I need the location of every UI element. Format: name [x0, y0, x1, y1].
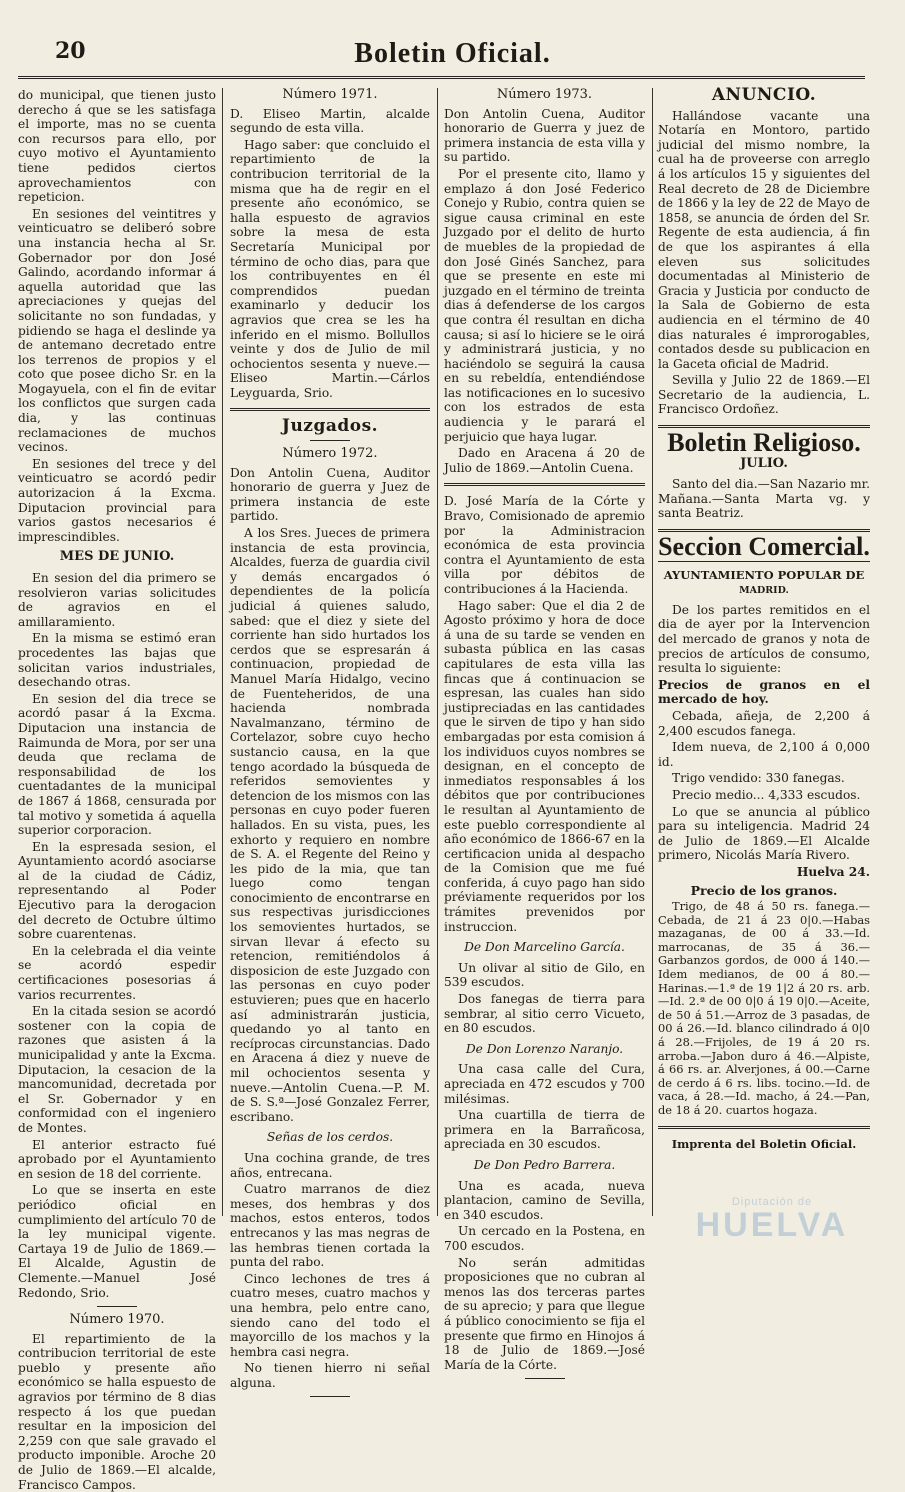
paragraph: Lo que se anuncia al público para su inteligencia. Madrid 24 de Julio de 1869.—El Alcalde primero, Nicolás María Rivero.	[658, 804, 870, 863]
watermark-main: HUELVA	[695, 1206, 849, 1244]
separator	[525, 1378, 565, 1379]
imprint: Imprenta del Boletin Oficial.	[671, 1136, 857, 1151]
month-heading: MES DE JUNIO.	[59, 549, 175, 565]
paragraph: En la espresada sesion, el Ayuntamiento acordó asociarse al de la ciudad de Cádiz, representando al Poder Ejecutivo para la derogacion del decreto de Octubre último sobre cuarentenas.	[18, 839, 216, 942]
paragraph: Cebada, añeja, de 2,200 á 2,400 escudos fanega.	[658, 708, 870, 738]
paragraph: Una es acada, nueva plantacion, camino de Sevilla, en 340 escudos.	[444, 1178, 645, 1222]
paragraph: No tienen hierro ni señal alguna.	[230, 1361, 430, 1390]
column-divider	[652, 88, 653, 1216]
anuncio-heading: ANUNCIO.	[711, 85, 817, 105]
paragraph: Don Antolin Cuena, Auditor honorario de Guerra y juez de primera instancia de esta villa y su partido.	[444, 106, 645, 165]
header-rule	[18, 76, 865, 79]
notice-number: Número 1970.	[69, 1312, 165, 1328]
paragraph: Don Antolin Cuena, Auditor honorario de guerra y Juez de primera instancia de este partido.	[230, 465, 430, 524]
separator	[310, 1396, 350, 1397]
subheading: Huelva 24.	[796, 864, 870, 879]
paragraph: Un olivar al sitio de Gilo, en 539 escudos.	[444, 960, 645, 990]
paragraph: El anterior estracto fué aprobado por el Ayuntamiento en sesion de 18 del corriente.	[18, 1137, 216, 1181]
column-4	[658, 85, 870, 1218]
paragraph: Un cercado en la Postena, en 700 escudos.	[444, 1224, 645, 1253]
paragraph: El repartimiento de la contribucion territorial de este pueblo y presente año económico se halla espuesto de agravios por término de 8 dias respecto á los que puedan resultar en la imposicion del 2,259 con que sale gravado el producto imponible. Aroche 20 de Julio de 1869.—El alcalde, Francisco Campos.	[18, 1331, 216, 1492]
paragraph: Lo que se inserta en este periódico oficial en cumplimiento del artículo 70 de la ley municipal vigente. Cartaya 19 de Julio de 1869.—El Alcalde, Agustin de Clemente.—Manuel José Redondo, Srio.	[18, 1183, 216, 1300]
paragraph: Dos fanegas de tierra para sembrar, al sitio cerro Vicueto, en 80 escudos.	[444, 992, 645, 1036]
column-divider	[222, 88, 223, 1216]
paragraph: Trigo vendido: 330 fanegas.	[672, 771, 845, 786]
paragraph: D. José María de la Córte y Bravo, Comisionado de apremio por la Administracion económica de esta provincia contra el Ayuntamiento de esta villa por débitos de contribuciones á la Hacienda.	[444, 494, 645, 596]
section-rule	[658, 1126, 870, 1129]
archive-watermark	[672, 1196, 872, 1242]
separator	[97, 1306, 137, 1307]
paragraph: Precio medio... 4,333 escudos.	[672, 787, 861, 802]
paragraph: Cinco lechones de tres á cuatro meses, cuatro machos y una hembra, pelo entre cano, siendo cano del todo el mayorcillo de los machos y la hembra casi negra.	[230, 1271, 430, 1359]
subheading: AYUNTAMIENTO POPULAR DE	[663, 567, 865, 582]
paragraph: Una cuartilla de tierra de primera en la Barrañcosa, apreciada en 30 escudos.	[444, 1108, 645, 1152]
column-divider	[437, 88, 438, 1216]
paragraph: Hago saber: que concluido el repartimiento de la contribucion territorial de la misma que ha de regir en el presente año económico, se halla espuesto de agravios sobre la mesa de esta Secretaría Municipal por término de ocho dias, para que los contribuyentes en él comprendidos puedan examinarlo y deducir los agravios que crea se les ha inferido en el mismo. Bollullos veinte y dos de Julio de mil ochocientos sesenta y nueve.—Eliseo Martin.—Cárlos Leyguarda, Srio.	[230, 137, 430, 400]
paragraph: Santo del dia.—San Nazario mr. Mañana.—Santa Marta vg. y santa Beatriz.	[658, 477, 870, 521]
paragraph: A los Sres. Jueces de primera instancia de esta provincia, Alcaldes, fuerza de guardia civil y demás encargados ó dependientes de la policía judicial á quienes saludo, sabed: que el diez y siete del corriente han sido hurtados los cerdos que se espresarán á continuacion, propiedad de Manuel María Hidalgo, vecino de Fuenteheridos, de una hacienda nombrada Navalmanzano, término de Cortelazor, sobre cuyo hecho sustancio causa, en la que tengo acordado la búsqueda de referidos semovientes y detencion de los mismos con las personas en cuyo poder fueren hallados. En su vista, pues, les exhorto y requiero en nombre de S. A. el Regente del Reino y les pido de la mia, que tan luego como tengan conocimiento de encontrarse en sus respectivas jurisdicciones los semovientes hurtados, se sirvan llevar á efecto su retencion, remitiéndolos á disposicion de este Juzgado con las personas en cuyo poder estuvieren; pues que en hacerlo así administrarán justicia, quedando yo al tanto en recíprocas circunstancias. Dado en Aracena á diez y nueve de mil ochocientos sesenta y nueve.—Antolin Cuena.—P. M. de S. S.ª—José Gonzalez Ferrer, escribano.	[230, 526, 430, 1124]
paragraph: En sesion del dia primero se resolvieron varias solicitudes de agravios en el amillaramiento.	[18, 571, 216, 629]
notice-number: Número 1972.	[282, 446, 378, 462]
paragraph: Trigo, de 48 á 50 rs. fanega.—Cebada, de 21 á 23 0|0.—Habas mazaganas, de 00 á 33.—Id. marrocanas, de 35 á 36.—Garbanzos gordos, de 000 á 140.—Idem medianos, de 00 á 80.—Harinas.—1.ª de 19 1|2 á 20 rs. arb.—Id. 2.ª de 00 0|0 á 19 0|0.—Aceite, de 50 á 51.—Arroz de 3 pasadas, de 00 á 26.—Id. blanco cilindrado á 0|0 á 28.—Frijoles, de 19 á 20 rs. arroba.—Jabon duro á 46.—Alpiste, á 66 rs. ar. Alverjones, á 00.—Carne de cerdo á 6 rs. libs. tocino.—Id. de vaca, á 28.—Id. macho, á 24.—Pan, de 18 á 20. cuartos hogaza.	[658, 899, 870, 1117]
paragraph: En la misma se estimó eran procedentes las bajas que solicitan varios industriales, desechando otras.	[18, 631, 216, 690]
paragraph: Por el presente cito, llamo y emplazo á don José Federico Conejo y Rubio, contra quien se sigue causa criminal en este Juzgado por el delito de hurto de muebles de la propiedad de don José Ginés Sanchez, para que se presente en este mi juzgado en el término de treinta dias á defenderse de los cargos que contra él resultan en dicha causa; si así lo hiciere se le oirá y administrará justicia, y no haciéndolo se seguirá la causa en su rebeldía, entendiéndose las notificaciones en lo sucesivo con los estrados de esta audiencia y le parará el perjuicio que haya lugar.	[444, 166, 645, 444]
masthead-title: Boletin Oficial.	[354, 38, 551, 69]
section-title-religioso: Boletin Religioso.	[667, 428, 861, 458]
paragraph: Dado en Aracena á 20 de Julio de 1869.—Antolin Cuena.	[444, 446, 645, 475]
paragraph: Hago saber: Que el dia 2 de Agosto próximo y hora de doce á una de su tarde se venden en subasta pública en las casas capitulares de esta villa las fincas que á continuacion se espresan, las cuales han sido justipreciadas en las cantidades que le sirven de tipo y han sido embargadas por esta comision á los individuos cuyos nombres se designan, en el concepto de inmediatos responsables á los débitos que por contribuciones le resultan al Ayuntamiento de este pueblo correspondiente al año económico de 1866-67 en la certificacion unida al despacho de la Comision que me fué conferida, á cuyo pago han sido préviamente requeridos por los trámites prevenidos por instruccion.	[444, 598, 645, 934]
paragraph: D. Eliseo Martin, alcalde segundo de esta villa.	[230, 106, 430, 136]
paragraph: En la citada sesion se acordó sostener con la copia de razones que asisten á la municipalidad y ante la Excma. Diputacion, la cesacion de la mancomunidad, decretada por el Sr. Gobernador y en conformidad con el ingeniero de Montes.	[18, 1004, 216, 1135]
column-3	[444, 87, 645, 1372]
subheading: Precio de los granos.	[690, 882, 838, 898]
section-heading: Juzgados.	[281, 416, 379, 437]
paragraph: No serán admitidas proposiciones que no cubran al menos las dos terceras partes de su aprecio; y para que llegue á público conocimiento se fija el presente que firmo en Hinojos á 18 de Julio de 1869.—José María de la Córte.	[444, 1255, 645, 1372]
paragraph: En sesiones del veintitres y veinticuatro se deliberó sobre una instancia hecha al Sr. Gobernador por don José Galindo, acordando informar á aquella autoridad que las apreciaciones y quejas del solicitante no son fundadas, y pidiendo se haga el deslinde ya de antemano decretado entre los terrenos de propios y el coto que posee dicho Sr. en la Mogayuela, con el fin de evitar los conflictos que surgen cada dia, y las continuas reclamaciones de muchos vecinos.	[18, 206, 216, 455]
column-2	[230, 87, 430, 1390]
paragraph: De los partes remitidos en el dia de ayer por la Intervencion del mercado de granos y nota de precios de artículos de consumo, resulta lo siguiente:	[658, 602, 870, 676]
section-rule	[230, 408, 430, 411]
paragraph: En sesion del dia trece se acordó pasar á la Excma. Diputacion una instancia de Raimunda de Mora, por ser una deuda que reclama de responsabilidad de los cuentadantes de la municipal de 1867 á 1868, censurada por tal motivo y sometida á aquella superior corporacion.	[18, 691, 216, 838]
paragraph: Cuatro marranos de diez meses, dos hembras y dos machos, estos enteros, todos entrecanos y las mas negras de las hembras tienen cortada la punta del rabo.	[230, 1182, 430, 1270]
paragraph: En la celebrada el dia veinte se acordó espedir certificaciones posesorias á varios recurrentes.	[18, 943, 216, 1002]
paragraph: Una casa calle del Cura, apreciada en 472 escudos y 700 milésimas.	[444, 1062, 645, 1106]
notice-number: Número 1971.	[282, 87, 378, 102]
paragraph: Sevilla y Julio 22 de 1869.—El Secretario de la audiencia, L. Francisco Ordoñez.	[658, 373, 870, 417]
notice-number: Número 1973.	[496, 87, 593, 102]
subheading: De Don Lorenzo Naranjo.	[465, 1041, 624, 1056]
watermark-top: Diputación de	[731, 1196, 813, 1208]
subheading: De Don Pedro Barrera.	[473, 1157, 616, 1172]
subheading: De Don Marcelino García.	[464, 940, 625, 955]
paragraph: do municipal, que tienen justo derecho á que se les satisfaga el importe, mas no se cuenta con recursos para ello, por cuyo motivo el Ayuntamiento tiene pedidos ciertos aprovechamientos con repeticion.	[18, 88, 216, 205]
separator	[310, 440, 350, 441]
page-number: 20	[55, 38, 86, 64]
paragraph: En sesiones del trece y del veinticuatro se acordó pedir autorizacion á la Excma. Diputacion provincial para varios gastos necesarios é imprescindibles.	[18, 456, 216, 544]
subheading: MADRID.	[739, 585, 789, 597]
paragraph: Una cochina grande, de tres años, entrecana.	[230, 1150, 430, 1180]
section-rule	[444, 483, 645, 486]
paragraph: Hallándose vacante una Notaría en Montoro, partido judicial del mismo nombre, la cual ha de proveerse con arreglo á los artículos 15 y siguientes del Real decreto de 28 de Diciembre de 1866 y la ley de 22 de Mayo de 1858, se anuncia de órden del Sr. Regente de esta audiencia, á fin de que los aspirantes á ella eleven sus solicitudes documentadas al Ministerio de Gracia y Justicia por conducto de la Sala de Gobierno de esta audiencia en el término de 40 dias naturales é improrogables, contados desde su publicacion en la Gaceta oficial de Madrid.	[658, 108, 870, 371]
subheading: Precios de granos en el mercado de hoy.	[658, 677, 870, 707]
section-title-comercial: Seccion Comercial.	[658, 532, 870, 562]
subheading: Señas de los cerdos.	[266, 1130, 394, 1145]
paragraph: Idem nueva, de 2,100 á 0,000 id.	[658, 740, 870, 769]
month-heading: JULIO.	[740, 455, 788, 471]
column-1	[18, 88, 216, 1492]
